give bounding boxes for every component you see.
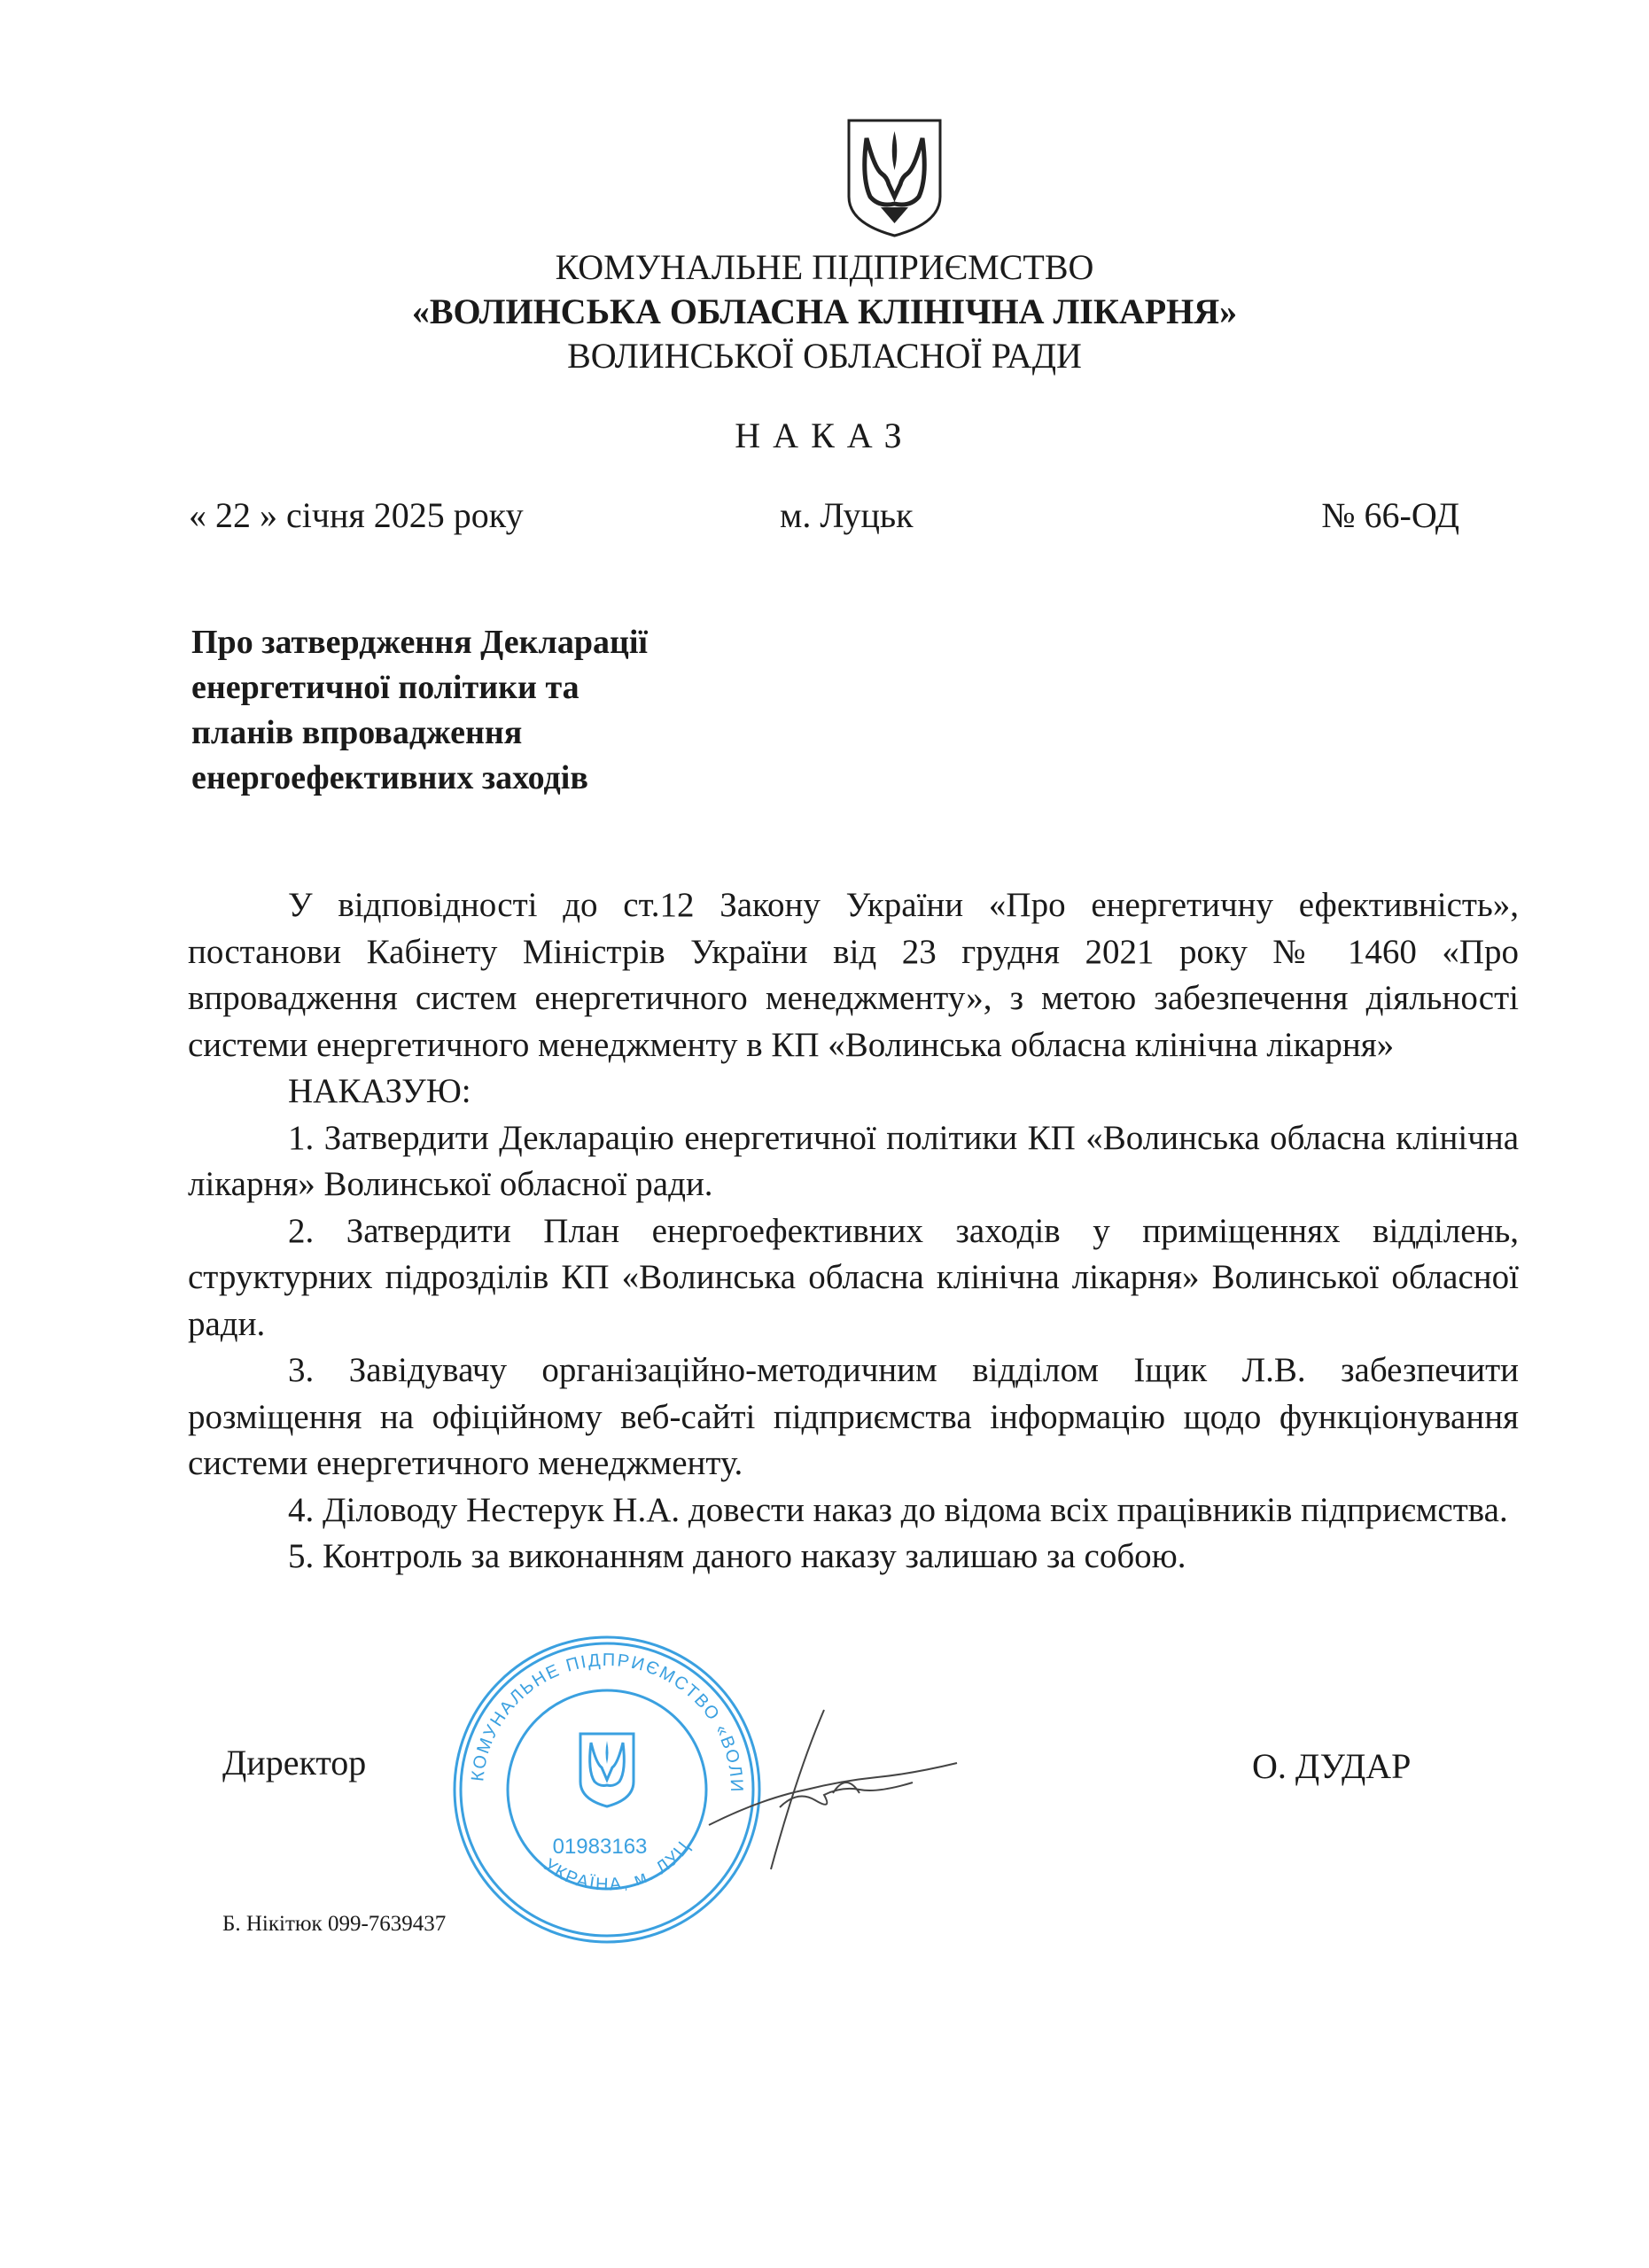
order-item-1: 1. Затвердити Декларацію енергетичної політики КП «Волинська обласна клінічна лікарня» Волинської обласної ради. — [188, 1118, 1519, 1203]
stamp-tryzub-icon — [580, 1734, 634, 1806]
document-city: м. Луцьк — [780, 495, 914, 535]
stamp-outer-text: КОМУНАЛЬНЕ ПІДПРИЄМСТВО «ВОЛИ — [468, 1650, 747, 1794]
stamp-code: 01983163 — [552, 1835, 648, 1859]
order-item-3: 3. Завідувачу організаційно-методичним відділом Іщик Л.В. забезпечити розміщення на офіційному веб-сайті підприємства інформацію щодо функціонування системи енергетичного менеджменту. — [188, 1351, 1519, 1482]
subject-line: енергоефективних заходів — [191, 759, 588, 796]
order-word: НАКАЗУЮ: — [288, 1072, 471, 1110]
stamp-bottom-text: УКРАЇНА, м. ЛУЦ — [540, 1837, 695, 1895]
order-item-4: 4. Діловоду Нестерук Н.А. довести наказ до відома всіх працівників підприємства. — [288, 1490, 1508, 1529]
signatory-name: О. ДУДАР — [1252, 1746, 1412, 1786]
preamble-paragraph: У відповідності до ст.12 Закону України «Про енергетичну ефективність», постанови Кабінету Міністрів України від 23 грудня 2021 року № 1460 «Про впровадження систем енергетичного менеджменту», з метою забезпечення діяльності системи енергетичного менеджменту в КП «Волинська обласна клінічна лікарня» — [188, 886, 1519, 1064]
organization-type: КОМУНАЛЬНЕ ПІДПРИЄМСТВО — [555, 247, 1094, 287]
coat-of-arms-icon — [844, 115, 945, 239]
subject-line: енергетичної політики та — [191, 669, 579, 706]
organization-council: ВОЛИНСЬКОЇ ОБЛАСНОЇ РАДИ — [567, 336, 1082, 376]
subject-line: Про затвердження Декларації — [191, 624, 648, 661]
organization-name: «ВОЛИНСЬКА ОБЛАСНА КЛІНІЧНА ЛІКАРНЯ» — [411, 291, 1238, 331]
subject-line: планів впровадження — [191, 714, 523, 751]
signatory-position: Директор — [222, 1743, 367, 1783]
handwritten-signature — [691, 1701, 992, 1878]
document-body — [188, 882, 1519, 1581]
executor-contact: Б. Нікітюк 099-7639437 — [222, 1912, 447, 1936]
document-date: « 22 » січня 2025 року — [189, 495, 524, 535]
document-number: № 66-ОД — [1321, 495, 1459, 535]
document-type: НАКАЗ — [735, 416, 914, 455]
document-subject — [191, 620, 812, 801]
order-item-2: 2. Затвердити План енергоефективних заходів у приміщеннях відділень, структурних підрозділів КП «Волинська обласна клінічна лікарня» Волинської обласної ради. — [188, 1211, 1519, 1343]
order-item-5: 5. Контроль за виконанням даного наказу залишаю за собою. — [288, 1537, 1186, 1575]
